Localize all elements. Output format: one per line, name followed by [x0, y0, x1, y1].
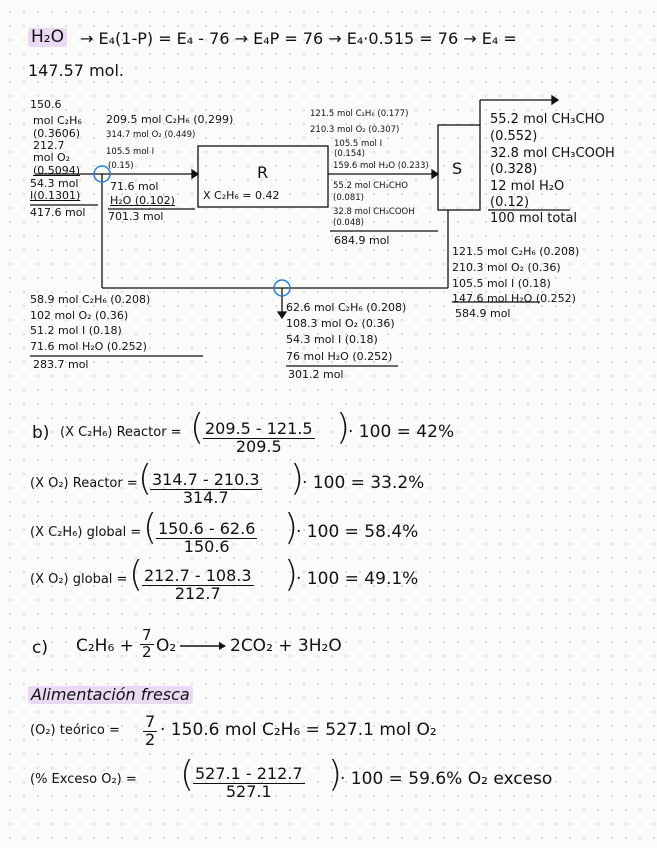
feed-o2-frac: (0.5094)	[33, 164, 81, 177]
rec-h2o: 71.6 mol H₂O (0.252)	[30, 340, 147, 353]
feed-c2h6-total: 150.6	[30, 98, 62, 111]
theory-rhs: · 150.6 mol C₂H₆ = 527.1 mol O₂	[160, 720, 437, 740]
reaction-coef-num: 7	[142, 626, 152, 644]
rec-c2h6: 58.9 mol C₂H₆ (0.208)	[30, 293, 151, 306]
mixed-o2: 314.7 mol O₂ (0.449)	[106, 130, 196, 140]
purge-inert: 54.3 mol I (0.18)	[286, 333, 378, 346]
excess-close-paren: )	[328, 754, 343, 795]
excess-rhs: · 100 = 59.6% O₂ exceso	[340, 769, 553, 789]
mixed-c2h6: 209.5 mol C₂H₆ (0.299)	[106, 113, 234, 126]
feed-inert-frac: I(0.1301)	[30, 189, 81, 202]
eq4-lhs: (X O₂) global =	[30, 572, 128, 587]
prod-ch3cho: 55.2 mol CH₃CHO	[490, 112, 605, 127]
excess-lhs: (% Exceso O₂) =	[30, 772, 137, 787]
theory-num: 7	[145, 712, 156, 731]
header-result: 147.57 mol.	[28, 61, 124, 80]
eq3-rhs: · 100 = 58.4%	[296, 522, 419, 542]
eq2-rhs: · 100 = 33.2%	[302, 473, 425, 493]
eq4-numerator: 212.7 - 108.3	[144, 566, 252, 585]
part-c-label: c)	[32, 638, 48, 658]
part-b-label: b)	[32, 423, 50, 443]
rout-ch3cooh: 32.8 mol CH₃COOH	[333, 207, 415, 217]
rec-inert: 51.2 mol I (0.18)	[30, 324, 122, 337]
sout-total: 584.9 mol	[455, 307, 511, 320]
rout-ch3cooh-frac: (0.048)	[333, 218, 364, 228]
eq1-close-paren: )	[336, 407, 351, 448]
rout-inert: 105.5 mol I	[334, 139, 383, 149]
rout-inert-frac: (0.154)	[334, 149, 365, 159]
eq1-open-paren: (	[190, 407, 205, 448]
purge-c2h6: 62.6 mol C₂H₆ (0.208)	[286, 301, 407, 314]
eq3-denominator: 150.6	[183, 536, 230, 556]
eq3-fraction	[156, 521, 257, 556]
eq4-close-paren: )	[284, 554, 299, 595]
eq2-fraction	[150, 472, 262, 507]
separator-label: S	[452, 159, 463, 178]
excess-den: 527.1	[225, 781, 272, 801]
prod-h2o-frac: (0.12)	[490, 195, 530, 210]
mixed-inert: 105.5 mol I	[106, 147, 155, 157]
reaction-left: C₂H₆ +	[76, 636, 134, 656]
eq3-lhs: (X C₂H₆) global =	[30, 525, 142, 540]
theory-lhs: (O₂) teórico =	[30, 723, 120, 738]
header-equation: → E₄(1-P) = E₄ - 76 → E₄P = 76 → E₄·0.515 = 76 → E₄ =	[80, 29, 517, 48]
eq4-denominator: 212.7	[174, 583, 221, 603]
rout-h2o: 159.6 mol H₂O (0.233)	[333, 161, 429, 171]
eq3-numerator: 150.6 - 62.6	[158, 519, 256, 538]
eq2-lhs: (X O₂) Reactor =	[30, 476, 138, 491]
eq1-fraction	[203, 421, 315, 456]
eq2-close-paren: )	[290, 458, 305, 499]
eq1-numerator: 209.5 - 121.5	[205, 419, 313, 438]
prod-ch3cooh-frac: (0.328)	[490, 162, 538, 177]
prod-h2o: 12 mol H₂O	[490, 179, 565, 194]
feed-c2h6-label: mol C₂H₆	[33, 114, 82, 127]
eq4-open-paren: (	[129, 554, 144, 595]
eq3-close-paren: )	[284, 507, 299, 548]
excess-fraction	[193, 766, 305, 801]
rout-ch3cho-frac: (0.081)	[333, 193, 364, 203]
eq2-open-paren: (	[138, 458, 153, 499]
mixed-h2o: H₂O (0.102)	[110, 194, 175, 207]
sout-inert: 105.5 mol I (0.18)	[452, 277, 551, 290]
rout-total: 684.9 mol	[334, 234, 390, 247]
rout-c2h6: 121.5 mol C₂H₆ (0.177)	[310, 109, 409, 119]
rout-o2: 210.3 mol O₂ (0.307)	[310, 125, 400, 135]
feed-inert-amount: 54.3 mol	[30, 177, 79, 190]
feed-total: 417.6 mol	[30, 206, 86, 219]
excess-num: 527.1 - 212.7	[195, 764, 303, 783]
prod-ch3cooh: 32.8 mol CH₃COOH	[490, 146, 615, 161]
feed-c2h6-frac: (0.3606)	[33, 127, 81, 140]
reaction-coef-den: 2	[142, 642, 152, 661]
prod-ch3cho-frac: (0.552)	[490, 129, 538, 144]
eq2-numerator: 314.7 - 210.3	[152, 470, 260, 489]
rec-o2: 102 mol O₂ (0.36)	[30, 309, 129, 322]
eq1-rhs: · 100 = 42%	[348, 422, 455, 442]
eq2-denominator: 314.7	[182, 487, 229, 507]
purge-o2: 108.3 mol O₂ (0.36)	[286, 317, 395, 330]
eq3-open-paren: (	[143, 507, 158, 548]
mixed-total: 701.3 mol	[108, 210, 164, 223]
eq4-rhs: · 100 = 49.1%	[296, 569, 419, 589]
feed-o2-amount: 212.7	[33, 139, 65, 152]
eq1-lhs: (X C₂H₆) Reactor =	[60, 425, 182, 440]
feed-o2-label: mol O₂	[33, 151, 71, 164]
reactor-label: R	[257, 163, 269, 182]
prod-total: 100 mol total	[490, 211, 578, 226]
purge-total: 301.2 mol	[288, 368, 344, 381]
sout-c2h6: 121.5 mol C₂H₆ (0.208)	[452, 245, 580, 258]
mixed-inert-frac: (0.15)	[108, 161, 134, 171]
sout-o2: 210.3 mol O₂ (0.36)	[452, 261, 561, 274]
reaction-right: 2CO₂ + 3H₂O	[230, 636, 342, 656]
sout-h2o: 147.6 mol H₂O (0.252)	[452, 292, 576, 305]
purge-h2o: 76 mol H₂O (0.252)	[286, 350, 393, 363]
excess-open-paren: (	[180, 754, 195, 795]
eq1-denominator: 209.5	[235, 436, 282, 456]
reaction-coef	[140, 628, 154, 661]
fresh-feed-heading: Alimentación fresca	[28, 686, 193, 704]
reactor-conversion: X C₂H₆ = 0.42	[203, 189, 280, 202]
rec-total: 283.7 mol	[33, 358, 89, 371]
theory-fraction	[143, 714, 157, 749]
mixed-h2o-amount: 71.6 mol	[110, 180, 159, 193]
rout-ch3cho: 55.2 mol CH₃CHO	[333, 181, 408, 191]
header-species: H₂O	[28, 28, 67, 47]
reaction-o2: O₂	[156, 636, 177, 656]
eq4-fraction	[142, 568, 254, 603]
theory-den: 2	[145, 729, 156, 749]
